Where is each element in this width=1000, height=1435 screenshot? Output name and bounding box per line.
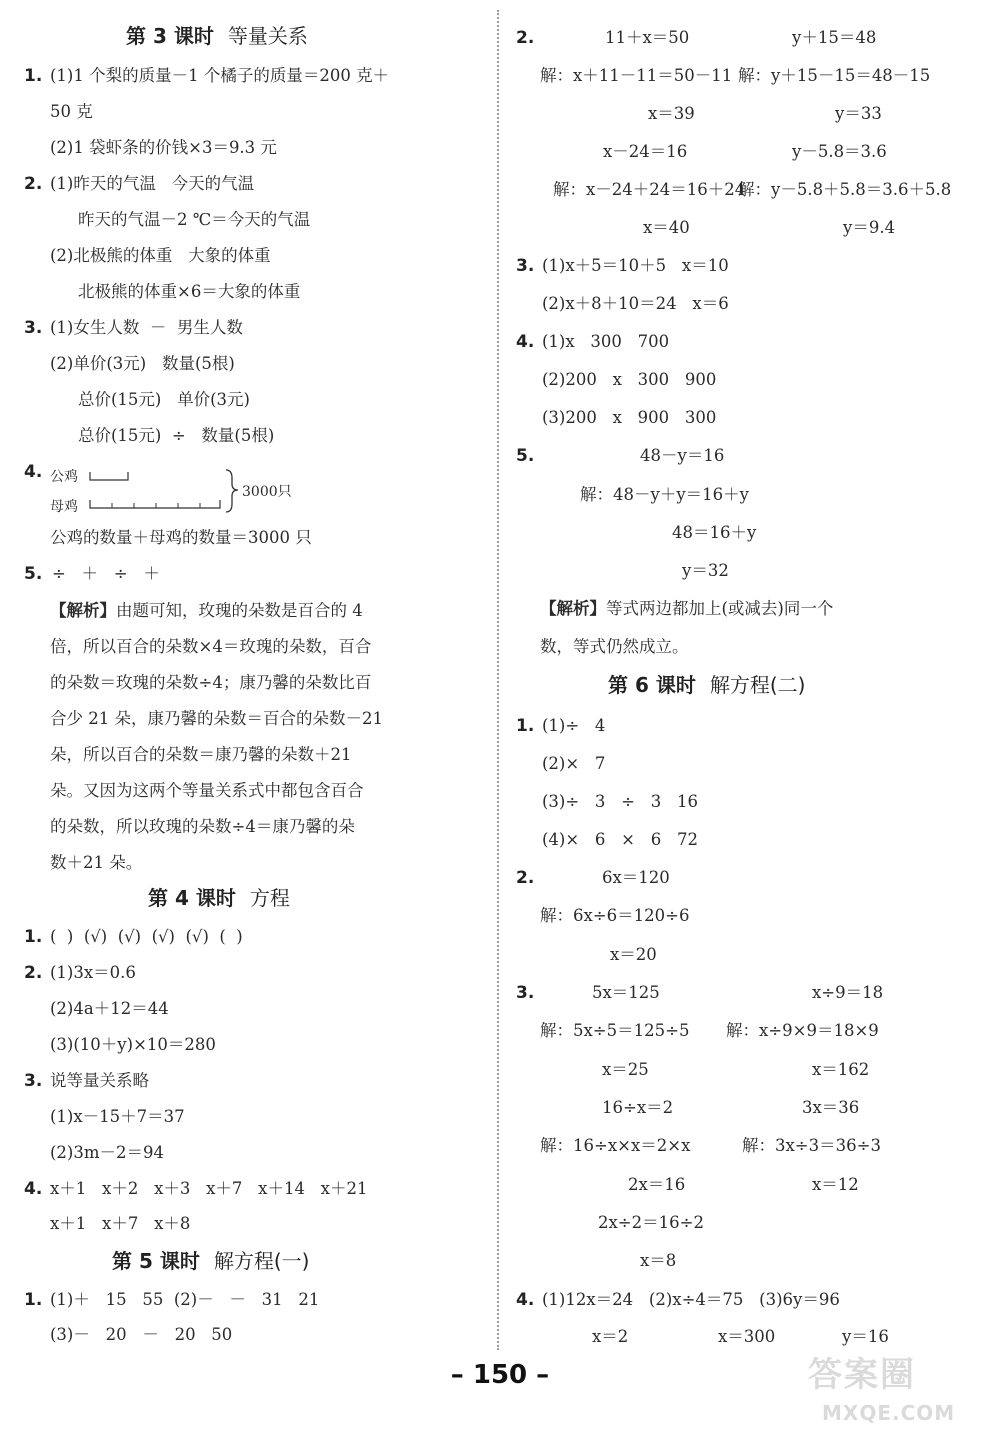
l4-q3-number: 3. [24, 1071, 43, 1091]
lesson5-title-num: 第 5 课时 [112, 1249, 200, 1273]
l3-q3-number: 3. [24, 318, 43, 338]
l5-explanation-line-2: 数，等式仍然成立。 [540, 637, 689, 656]
lesson6-title-num: 第 6 课时 [608, 673, 696, 697]
l5-q4-line-b: (2)200 x 300 900 [542, 370, 717, 389]
l5-q1-line-b: (3)－ 20 － 20 50 [50, 1325, 233, 1344]
l6-q1-line-c: (3)÷ 3 ÷ 3 16 [542, 792, 698, 811]
lesson4-subtitle: 方程 [249, 886, 290, 910]
l3-explanation-line-7: 的朵数，所以玫瑰的朵数÷4＝康乃馨的朵 [50, 817, 355, 836]
l4-q2-line-b: (2)4a＋12＝44 [50, 999, 169, 1018]
l5-q2-result-b: y＝33 [835, 104, 882, 123]
l6-q1-line-a: (1)÷ 4 [542, 716, 606, 735]
l6-q4-result-a: x＝2 [592, 1327, 629, 1346]
l3-q1-line-a: (1)1 个梨的质量－1 个橘子的质量＝200 克＋ [50, 66, 390, 85]
l6-q3-step-b: 解：x÷9×9＝18×9 [726, 1021, 879, 1040]
l5-q2-eq-a: 11＋x＝50 [605, 28, 690, 47]
l3-q3-line-d: 总价(15元) ÷ 数量(5根) [78, 426, 275, 445]
l4-q4-number: 4. [24, 1179, 43, 1199]
l3-q1-number: 1. [24, 66, 43, 86]
l3-q3-line-c: 总价(15元) 单价(3元) [78, 390, 250, 409]
l6-q1-line-d: (4)× 6 × 6 72 [542, 830, 698, 849]
l5-q1-line-a: (1)＋ 15 55 (2)－ － 31 21 [50, 1290, 320, 1309]
l3-q2-number: 2. [24, 174, 43, 194]
l6-q3-step-e: 2x÷2＝16÷2 [598, 1213, 704, 1232]
l5-q2-step-a: 解：x＋11－11＝50－11 [540, 66, 733, 85]
line-segment-diagram [50, 466, 310, 516]
l4-q3-line-a: 说等量关系略 [50, 1071, 149, 1090]
l3-q3-line-b: (2)单价(3元) 数量(5根) [50, 354, 235, 373]
l4-q3-line-b: (1)x－15＋7＝37 [50, 1107, 185, 1126]
l5-q5-number: 5. [516, 446, 535, 466]
l6-q2-number: 2. [516, 868, 535, 888]
l6-q3-eq-b: x÷9＝18 [812, 983, 884, 1002]
l6-q3-step-c: 解：16÷x×x＝2×x [540, 1136, 691, 1155]
l3-explanation-line-4: 合少 21 朵，康乃馨的朵数＝百合的朵数－21 [50, 709, 383, 728]
watermark-top-text: 答案圈 [808, 1355, 916, 1395]
l3-q4-equation: 公鸡的数量＋母鸡的数量＝3000 只 [50, 528, 312, 547]
lesson6-subtitle: 解方程(二) [709, 673, 806, 697]
lesson3-title-num: 第 3 课时 [126, 24, 214, 48]
l3-explanation-line-3: 的朵数＝玫瑰的朵数÷4；康乃馨的朵数比百 [50, 673, 372, 692]
l5-q2-eq-d: y－5.8＝3.6 [792, 142, 887, 161]
l6-q4-equations: (1)12x＝24 (2)x÷4＝75 (3)6y＝96 [542, 1290, 840, 1309]
total-label: 3000只 [242, 484, 292, 500]
l5-q2-result-a: x＝39 [648, 104, 695, 123]
l6-q2-eq: 6x＝120 [602, 868, 670, 887]
l5-explanation-line-1 [540, 599, 833, 619]
lesson3-title [126, 26, 308, 46]
l5-q2-number: 2. [516, 28, 535, 48]
l6-q2-result: x＝20 [610, 945, 657, 964]
l6-q1-line-b: (2)× 7 [542, 754, 606, 773]
l6-q3-eq-d: 3x＝36 [802, 1098, 860, 1117]
page-number: – 150 – [450, 1360, 550, 1390]
l5-q2-step-c: 解：x－24＋24＝16＋24 [553, 180, 746, 199]
lesson5-title [112, 1251, 309, 1271]
column-divider [497, 10, 499, 1350]
l5-q4-line-c: (3)200 x 900 300 [542, 408, 717, 427]
l3-q2-line-d: 北极熊的体重×6＝大象的体重 [78, 282, 301, 301]
l4-q2-line-c: (3)(10＋y)×10＝280 [50, 1035, 216, 1054]
l3-q2-line-a: (1)昨天的气温 今天的气温 [50, 174, 255, 193]
lesson5-subtitle: 解方程(一) [213, 1249, 310, 1273]
l3-explanation-line-6: 朵。又因为这两个等量关系式中都包含百合 [50, 781, 364, 800]
l3-q5-answer: ÷ ＋ ÷ ＋ [52, 564, 160, 583]
l6-q4-result-c: y＝16 [842, 1327, 889, 1346]
l5-q5-eq: 48－y＝16 [640, 446, 725, 465]
l4-q1-answer: ( ) (√) (√) (√) (√) ( ) [50, 927, 243, 946]
l5-q2-result-c: x＝40 [643, 218, 690, 237]
l5-q2-step-b: 解：y＋15－15＝48－15 [738, 66, 931, 85]
l4-q3-line-c: (2)3m－2＝94 [50, 1143, 165, 1162]
l3-q3-line-a: (1)女生人数 － 男生人数 [50, 318, 243, 337]
l3-q1-line-b: 50 克 [50, 102, 93, 121]
l3-explanation-line-1 [50, 601, 363, 621]
l6-q3-result-d: x＝12 [812, 1175, 859, 1194]
hen-label: 母鸡 [50, 499, 78, 515]
l6-q2-step: 解：6x÷6＝120÷6 [540, 906, 690, 925]
rooster-label: 公鸡 [50, 469, 78, 485]
l3-q5-number: 5. [24, 564, 43, 584]
l6-q1-number: 1. [516, 716, 535, 736]
l5-q1-number: 1. [24, 1290, 43, 1310]
l6-q3-step-a: 解：5x÷5＝125÷5 [540, 1021, 690, 1040]
explanation-text: 等式两边都加上(或减去)同一个 [606, 599, 834, 618]
l6-q3-eq-c: 16÷x＝2 [602, 1098, 674, 1117]
l4-q4-line-b: x＋1 x＋7 x＋8 [50, 1214, 191, 1233]
l4-q1-number: 1. [24, 927, 43, 947]
l3-explanation-line-8: 数＋21 朵。 [50, 853, 143, 872]
l6-q3-number: 3. [516, 983, 535, 1003]
l3-q2-line-b: 昨天的气温－2 ℃＝今天的气温 [78, 210, 311, 229]
l4-q2-number: 2. [24, 963, 43, 983]
l5-q3-line-a: (1)x＋5＝10＋5 x＝10 [542, 256, 729, 275]
l5-q4-number: 4. [516, 332, 535, 352]
watermark-logo [808, 1345, 998, 1433]
l5-q5-result: y＝32 [682, 561, 729, 580]
lesson4-title [148, 888, 290, 908]
l6-q3-result-b: x＝162 [812, 1060, 870, 1079]
watermark-bottom-text: MXQE.COM [822, 1401, 956, 1425]
l3-q1-line-c: (2)1 袋虾条的价钱×3＝9.3 元 [50, 138, 277, 157]
explanation-label: 【解析】 [50, 601, 116, 620]
l3-explanation-line-5: 朵，所以百合的朵数＝康乃馨的朵数＋21 [50, 745, 352, 764]
l4-q4-line-a: x＋1 x＋2 x＋3 x＋7 x＋14 x＋21 [50, 1179, 368, 1198]
l6-q3-result-a: x＝25 [602, 1060, 649, 1079]
l4-q2-line-a: (1)3x＝0.6 [50, 963, 136, 982]
lesson3-subtitle: 等量关系 [227, 24, 308, 48]
l6-q4-number: 4. [516, 1290, 535, 1310]
l5-q5-step: 解：48－y＋y＝16＋y [580, 485, 749, 504]
l5-q2-eq-c: x－24＝16 [603, 142, 688, 161]
l5-q2-step-d: 解：y－5.8＋5.8＝3.6＋5.8 [738, 180, 952, 199]
l3-q2-line-c: (2)北极熊的体重 大象的体重 [50, 246, 271, 265]
l5-q3-line-b: (2)x＋8＋10＝24 x＝6 [542, 294, 729, 313]
l6-q3-result-c: 2x＝16 [628, 1175, 686, 1194]
l5-q2-result-d: y＝9.4 [843, 218, 896, 237]
lesson4-title-num: 第 4 课时 [148, 886, 236, 910]
explanation-text: 由题可知，玫瑰的朵数是百合的 4 [116, 601, 363, 620]
l3-q4-number: 4. [24, 462, 43, 482]
l3-explanation-line-2: 倍，所以百合的朵数×4＝玫瑰的朵数，百合 [50, 637, 372, 656]
l5-q4-line-a: (1)x 300 700 [542, 332, 670, 351]
l6-q3-eq-a: 5x＝125 [592, 983, 660, 1002]
l5-q2-eq-b: y＋15＝48 [792, 28, 877, 47]
l6-q4-result-b: x＝300 [718, 1327, 776, 1346]
l6-q3-result-e: x＝8 [640, 1251, 677, 1270]
l6-q3-step-d: 解：3x÷3＝36÷3 [742, 1136, 881, 1155]
l5-q3-number: 3. [516, 256, 535, 276]
lesson6-title [608, 675, 805, 695]
explanation-label: 【解析】 [540, 599, 606, 618]
l5-q5-step-2: 48＝16＋y [672, 523, 757, 542]
